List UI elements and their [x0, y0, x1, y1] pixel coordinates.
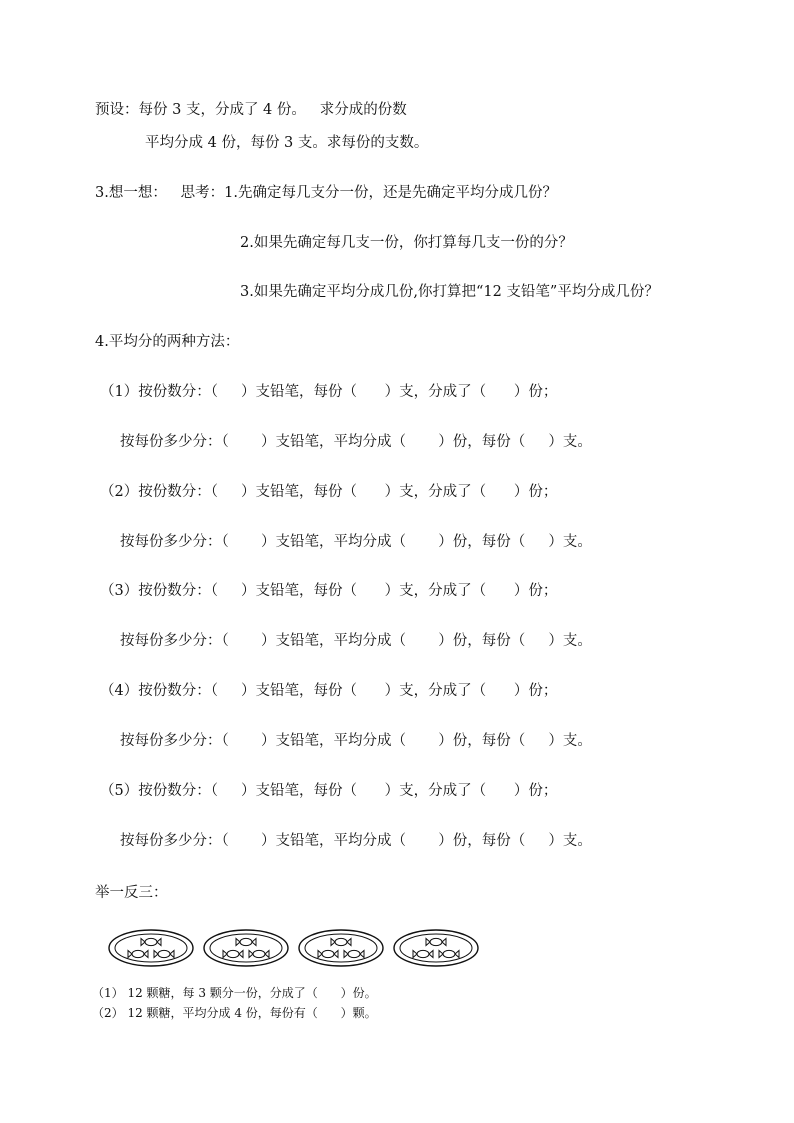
- method-by-parts-3: （3）按份数分：（ ）支铅笔，每份（ ）支，分成了（ ）份；: [100, 583, 558, 599]
- section3-heading: 3.想一想： 思考：1.先确定每几支分一份，还是先确定平均分成几份？: [95, 185, 557, 201]
- method-by-parts-2: （2）按份数分：（ ）支铅笔，每份（ ）支，分成了（ ）份；: [100, 484, 558, 500]
- candy-plate: [109, 930, 193, 966]
- candy-plate: [394, 930, 478, 966]
- practice-question-1: （1） 12 颗糖，每 3 颗分一份，分成了（ ）份。: [92, 986, 377, 1000]
- method-by-parts-5: （5）按份数分：（ ）支铅笔，每份（ ）支，分成了（ ）份；: [100, 783, 558, 799]
- method-by-size-1: 按每份多少分：（ ）支铅笔，平均分成（ ）份，每份（ ）支。: [120, 434, 592, 450]
- section3-question-2: 2.如果先确定每几支一份，你打算每几支一份的分？: [240, 235, 573, 251]
- candy-plate: [204, 930, 288, 966]
- candy-plate: [299, 930, 383, 966]
- section4-heading: 4.平均分的两种方法：: [95, 334, 240, 350]
- intro-line-1: 预设：每份 3 支，分成了 4 份。 求分成的份数: [95, 102, 407, 118]
- intro-line-2: 平均分成 4 份，每份 3 支。求每份的支数。: [145, 135, 429, 151]
- method-by-size-3: 按每份多少分：（ ）支铅笔，平均分成（ ）份，每份（ ）支。: [120, 633, 592, 649]
- method-by-size-2: 按每份多少分：（ ）支铅笔，平均分成（ ）份，每份（ ）支。: [120, 534, 592, 550]
- candy-plates-illustration: [108, 928, 480, 968]
- method-by-size-5: 按每份多少分：（ ）支铅笔，平均分成（ ）份，每份（ ）支。: [120, 833, 592, 849]
- method-by-parts-4: （4）按份数分：（ ）支铅笔，每份（ ）支，分成了（ ）份；: [100, 683, 558, 699]
- practice-heading: 举一反三：: [95, 885, 168, 901]
- section3-question-3: 3.如果先确定平均分成几份,你打算把“12 支铅笔”平均分成几份？: [240, 284, 659, 300]
- method-by-size-4: 按每份多少分：（ ）支铅笔，平均分成（ ）份，每份（ ）支。: [120, 733, 592, 749]
- method-by-parts-1: （1）按份数分：（ ）支铅笔，每份（ ）支，分成了（ ）份；: [100, 384, 558, 400]
- practice-question-2: （2） 12 颗糖，平均分成 4 份，每份有（ ）颗。: [92, 1006, 377, 1020]
